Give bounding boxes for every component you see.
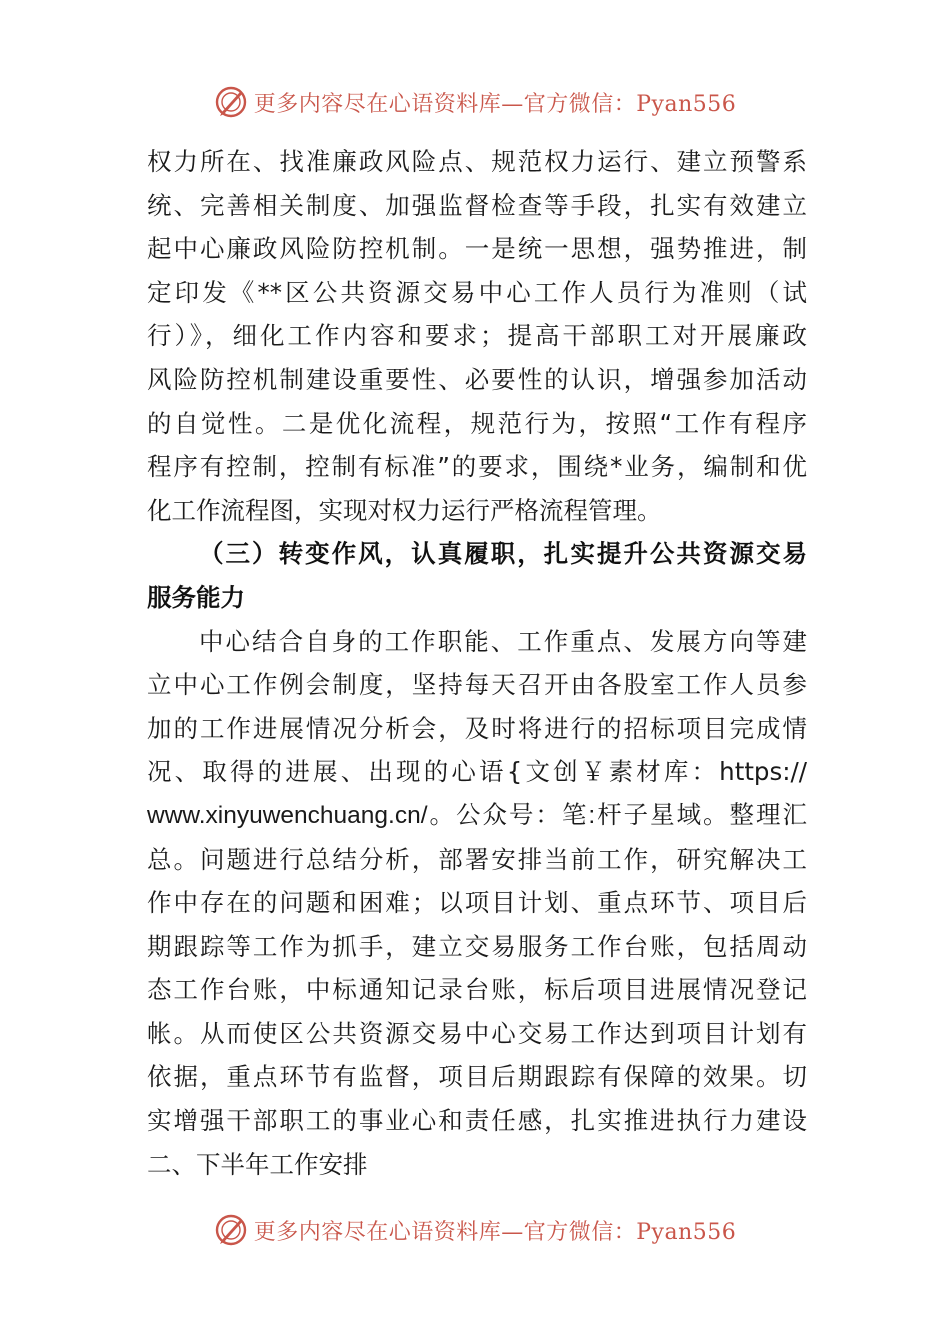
body-line: 中心结合自身的工作职能、工作重点、发展方向等建	[199, 626, 807, 656]
header-banner-text: 更多内容尽在心语资料库—官方微信：Pyan556	[253, 91, 737, 117]
body-line: 统、完善相关制度、加强监督检查等手段，扎实有效建立	[147, 190, 807, 220]
body-line: 定印发《**区公共资源交易中心工作人员行为准则（试	[147, 277, 807, 307]
body-line: 加的工作进展情况分析会，及时将进行的招标项目完成情	[147, 713, 807, 743]
footer-banner-text: 更多内容尽在心语资料库—官方微信：Pyan556	[253, 1219, 737, 1245]
pen-circle-logo-icon	[214, 1213, 248, 1247]
body-line: 化工作流程图，实现对权力运行严格流程管理。	[147, 495, 662, 525]
body-line: 风险防控机制建设重要性、必要性的认识，增强参加活动	[147, 364, 807, 394]
body-line: 帐。从而使区公共资源交易中心交易工作达到项目计划有	[147, 1018, 807, 1048]
body-line: 依据，重点环节有监督，项目后期跟踪有保障的效果。切	[147, 1062, 807, 1092]
section-heading: 服务能力	[147, 582, 245, 612]
body-line: 况、取得的进展、出现的心语{文创￥素材库：https://	[147, 757, 807, 787]
body-line: 态工作台账，中标通知记录台账，标后项目进展情况登记	[147, 975, 807, 1005]
body-line: 期跟踪等工作为抓手，建立交易服务工作台账，包括周动	[147, 931, 807, 961]
body-line: 起中心廉政风险防控机制。一是统一思想，强势推进，制	[147, 234, 807, 264]
body-line: 立中心工作例会制度，坚持每天召开由各股室工作人员参	[147, 670, 807, 700]
footer-banner	[0, 1210, 950, 1250]
pen-circle-logo-icon	[214, 85, 248, 119]
body-line: 二、下半年工作安排	[147, 1149, 368, 1179]
body-line: 行）》，细化工作内容和要求；提高干部职工对开展廉政	[147, 321, 807, 351]
document-body	[147, 140, 807, 1186]
body-line: 作中存在的问题和困难；以项目计划、重点环节、项目后	[147, 888, 807, 918]
body-line: www.xinyuwenchuang.cn/。公众号：笔:杆子星域。整理汇	[147, 801, 807, 829]
body-line: 程序有控制，控制有标准”的要求，围绕*业务，编制和优	[147, 452, 807, 482]
body-line: 总。问题进行总结分析，部署安排当前工作，研究解决工	[147, 844, 807, 874]
body-line: 实增强干部职工的事业心和责任感，扎实推进执行力建设	[147, 1106, 807, 1136]
body-line: 的自觉性。二是优化流程，规范行为，按照“工作有程序	[147, 408, 807, 438]
header-banner	[0, 82, 950, 122]
section-heading: （三）转变作风，认真履职，扎实提升公共资源交易	[199, 539, 807, 569]
body-line: 权力所在、找准廉政风险点、规范权力运行、建立预警系	[147, 147, 807, 176]
